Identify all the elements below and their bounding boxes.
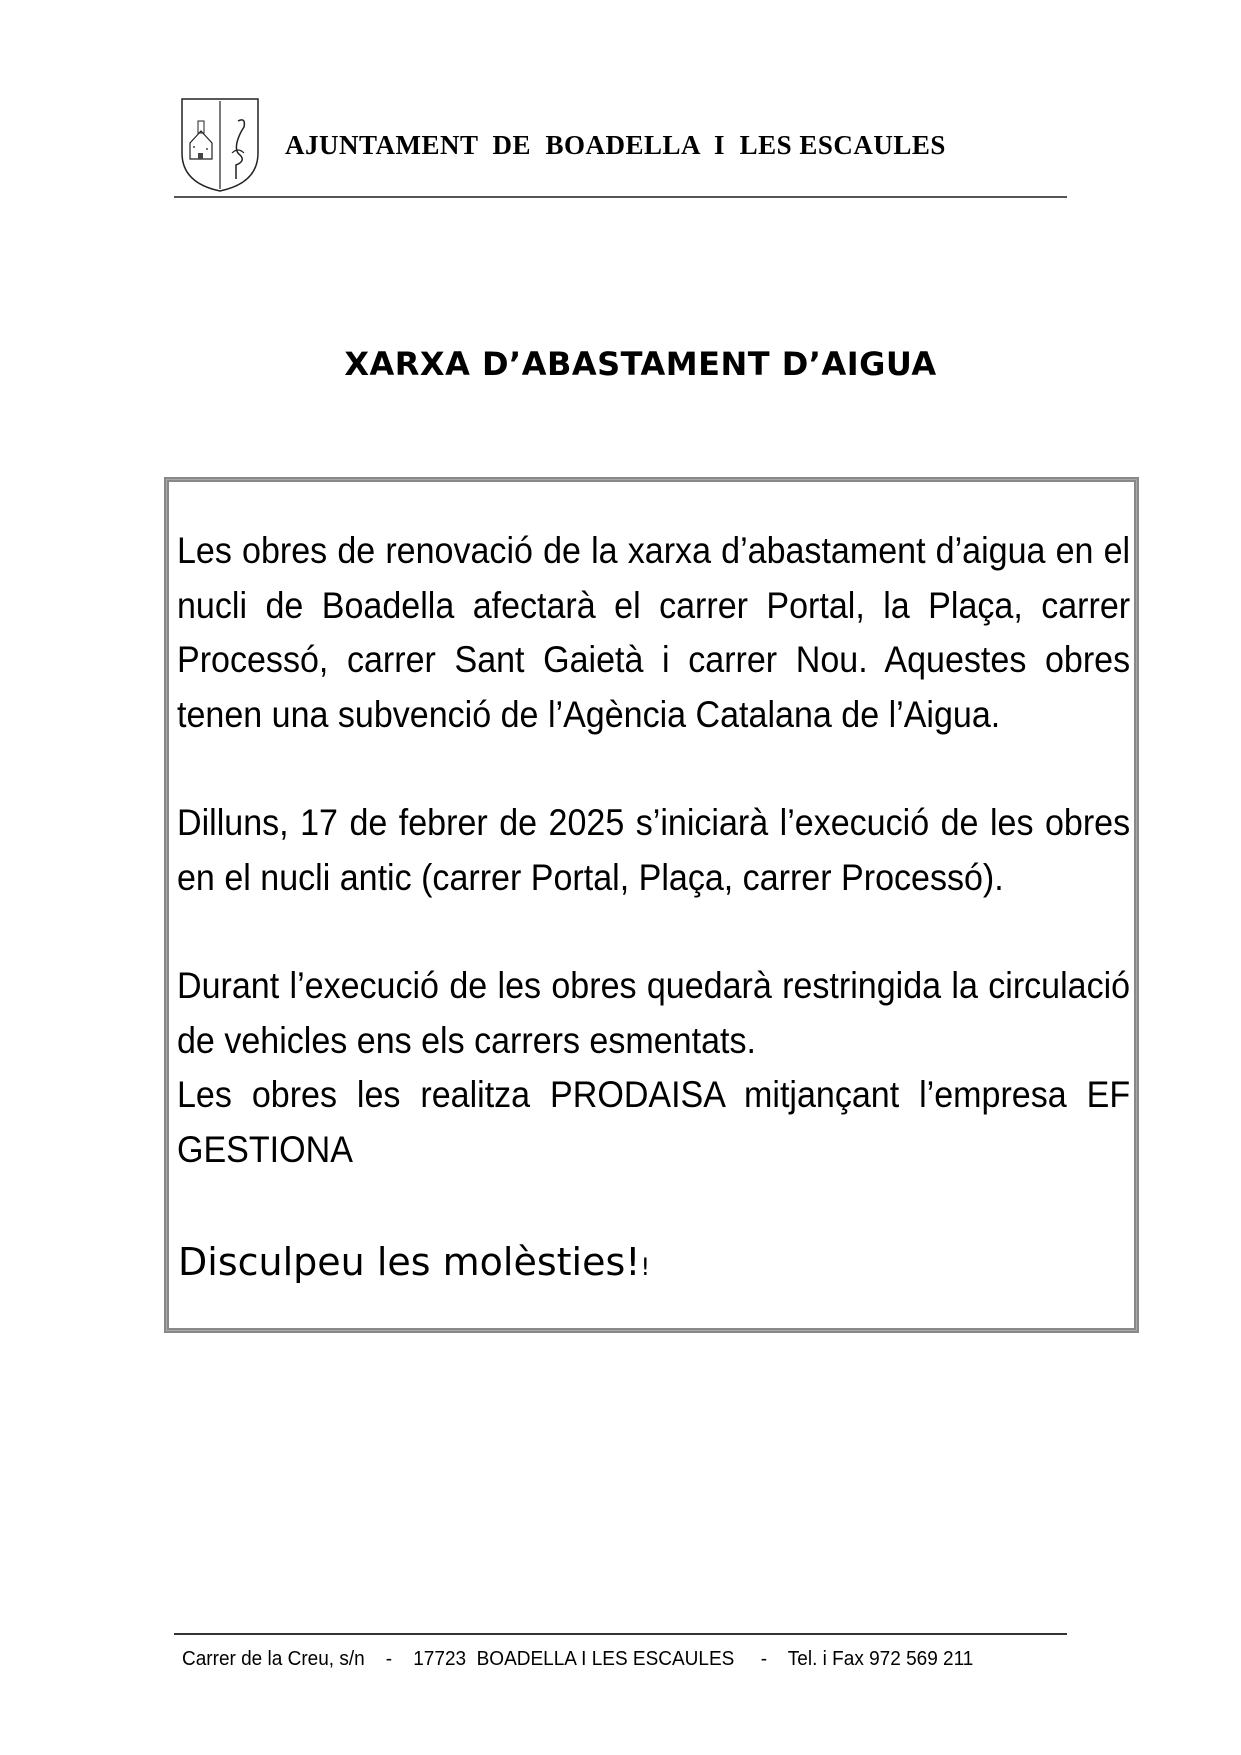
footer-address: Carrer de la Creu, s/n - 17723 BOADELLA I LES ESCAULES - Tel. i Fax 972 569 211 — [182, 1648, 974, 1670]
footer-divider — [174, 1633, 1067, 1635]
notice-paragraph-start-date: Dilluns, 17 de febrer de 2025 s’iniciarà l’execució de les obres en el nucli antic (carrer Portal, Plaça, carrer Processó). — [177, 802, 1131, 898]
municipality-name: AJUNTAMENT DE BOADELLA I LES ESCAULES — [285, 130, 946, 160]
notice-body — [177, 524, 1130, 1177]
closing-extra-mark: ! — [640, 1253, 651, 1281]
closing-text: Disculpeu les molèsties! — [178, 1240, 641, 1284]
header-divider — [174, 196, 1067, 198]
notice-paragraph-works: Les obres de renovació de la xarxa d’abastament d’aigua en el nucli de Boadella afectarà el carrer Portal, la Plaça, carrer Processó, carrer Sant Gaietà i carrer Nou. Aquestes obres tenen una subvenció de l’Agència Catalana de l’Aigua. — [177, 530, 1131, 735]
municipal-crest-icon — [180, 97, 260, 193]
closing-apology — [178, 1240, 650, 1284]
notice-paragraph-contractor: Les obres les realitza PRODAISA mitjançant l’empresa EF GESTIONA — [177, 1074, 1131, 1170]
notice-paragraph-traffic: Durant l’execució de les obres quedarà restringida la circulació de vehicles ens els carrers esmentats. — [177, 965, 1131, 1061]
document-title: XARXA D’ABASTAMENT D’AIGUA — [344, 345, 937, 383]
